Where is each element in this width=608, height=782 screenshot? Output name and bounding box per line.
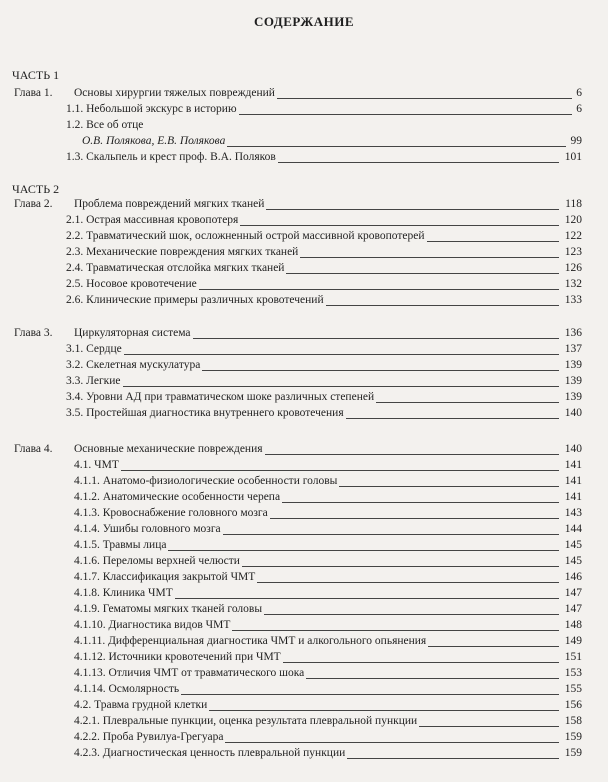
toc-entry [0, 745, 608, 761]
page-number: 139 [564, 359, 582, 371]
leader-line [326, 305, 559, 306]
toc-entry-title: 3.2. Скелетная мускулатура [66, 359, 201, 371]
toc-entry [0, 681, 608, 697]
leader-line [264, 614, 559, 615]
page-number: 120 [564, 214, 582, 226]
toc-entry-title: 2.3. Механические повреждения мягких тканей [66, 246, 299, 258]
page-number: 156 [564, 699, 582, 711]
toc-entry-title: 3.5. Простейшая диагностика внутреннего кровотечения [66, 407, 344, 419]
leader-line [306, 678, 559, 679]
toc-entry [0, 617, 608, 633]
leader-line [199, 289, 559, 290]
toc-entry-title: 4.1.7. Классификация закрытой ЧМТ [74, 571, 256, 583]
toc-entry [0, 713, 608, 729]
page-number: 153 [564, 667, 582, 679]
toc-entry [0, 117, 608, 133]
toc-entry [0, 521, 608, 537]
toc-entry-title: 4.1.8. Клиника ЧМТ [74, 587, 173, 599]
toc-entry-title: 1.3. Скальпель и крест проф. В.А. Поляков [66, 151, 276, 163]
page-number: 141 [564, 491, 582, 503]
toc-entry-title: 3.4. Уровни АД при травматическом шоке различных степеней [66, 391, 375, 403]
toc-entry-title: 4.1.13. Отличия ЧМТ от травматического шока [74, 667, 305, 679]
leader-line [225, 742, 559, 743]
toc-entry [0, 357, 608, 373]
leader-line [123, 386, 559, 387]
page-number: 126 [564, 262, 582, 274]
page-number: 123 [564, 246, 582, 258]
leader-line [227, 146, 566, 147]
toc-entry [0, 553, 608, 569]
toc-entry [0, 405, 608, 421]
leader-line [270, 518, 559, 519]
page-number: 137 [564, 343, 582, 355]
leader-line [347, 758, 559, 759]
page-number: 147 [564, 587, 582, 599]
toc-entry [0, 101, 608, 117]
chapter-label: Глава 3. [14, 327, 53, 339]
toc-entry [0, 228, 608, 244]
part-2-heading: ЧАСТЬ 2 [12, 182, 60, 196]
toc-entry-title: 4.1.9. Гематомы мягких тканей головы [74, 603, 263, 615]
toc-entry [0, 212, 608, 228]
toc-entry-title: 4.1.1. Анатомо-физиологические особенности головы [74, 475, 338, 487]
leader-line [346, 418, 559, 419]
toc-entry-title: Проблема повреждений мягких тканей [74, 198, 265, 210]
leader-line [168, 550, 559, 551]
toc-entry-title: Основные механические повреждения [74, 443, 263, 455]
page-number: 139 [564, 375, 582, 387]
toc-entry-title: О.В. Полякова, Е.В. Полякова [82, 135, 226, 147]
toc-entry-title: 4.1.14. Осмолярность [74, 683, 180, 695]
page-number: 151 [564, 651, 582, 663]
toc-entry-title: 2.2. Травматический шок, осложненный острой массивной кровопотерей [66, 230, 425, 242]
toc-entry-title: 2.5. Носовое кровотечение [66, 278, 197, 290]
page-number: 143 [564, 507, 582, 519]
leader-line [124, 354, 559, 355]
toc-entry-title: 2.6. Клинические примеры различных кровотечений [66, 294, 324, 306]
leader-line [239, 114, 572, 115]
leader-line [278, 162, 559, 163]
toc-entry [0, 633, 608, 649]
leader-line [282, 502, 559, 503]
toc-entry-title: 4.2. Травма грудной клетки [74, 699, 208, 711]
toc-entry [0, 292, 608, 308]
toc-entry [0, 85, 608, 101]
page-number: 140 [564, 407, 582, 419]
chapter-label: Глава 1. [14, 87, 53, 99]
page-number: 159 [564, 731, 582, 743]
toc-entry-title: 4.2.3. Диагностическая ценность плевральной пункции [74, 747, 346, 759]
page-number: 147 [564, 603, 582, 615]
toc-entry [0, 505, 608, 521]
toc-entry-title: 4.1.6. Переломы верхней челюсти [74, 555, 240, 567]
page-number: 140 [564, 443, 582, 455]
page-number: 148 [564, 619, 582, 631]
toc-entry [0, 325, 608, 341]
toc-entry [0, 389, 608, 405]
page-number: 155 [564, 683, 582, 695]
leader-line [209, 710, 559, 711]
toc-entry-title: 2.4. Травматическая отслойка мягких тканей [66, 262, 285, 274]
leader-line [193, 338, 559, 339]
leader-line [265, 454, 559, 455]
toc-entry-title: 3.1. Сердце [66, 343, 122, 355]
toc-entry-title: 4.2.2. Проба Рувилуа-Грегуара [74, 731, 224, 743]
toc-entry-title: Основы хирургии тяжелых повреждений [74, 87, 275, 99]
leader-line [277, 98, 572, 99]
page-number: 101 [564, 151, 582, 163]
page-number: 6 [576, 103, 582, 115]
page-number: 158 [564, 715, 582, 727]
toc-entry [0, 585, 608, 601]
page-number: 133 [564, 294, 582, 306]
leader-line [202, 370, 559, 371]
leader-line [257, 582, 559, 583]
toc-entry [0, 649, 608, 665]
page-number: 136 [564, 327, 582, 339]
page-number: 122 [564, 230, 582, 242]
leader-line [242, 566, 559, 567]
page-number: 149 [564, 635, 582, 647]
page-number: 145 [564, 555, 582, 567]
leader-line [376, 402, 559, 403]
leader-line [286, 273, 559, 274]
page-number: 141 [564, 459, 582, 471]
part-1-heading: ЧАСТЬ 1 [12, 68, 60, 82]
leader-line [419, 726, 559, 727]
toc-entry-title: 2.1. Острая массивная кровопотеря [66, 214, 239, 226]
leader-line [175, 598, 559, 599]
toc-entry-title: 3.3. Легкие [66, 375, 121, 387]
toc-entry [0, 196, 608, 212]
toc-entry-title: 4.2.1. Плевральные пункции, оценка результата плевральной пункции [74, 715, 418, 727]
page-number: 132 [564, 278, 582, 290]
leader-line [339, 486, 559, 487]
toc-entry-title: Циркуляторная система [74, 327, 191, 339]
toc-entry [0, 473, 608, 489]
toc-entry [0, 373, 608, 389]
toc-entry [0, 489, 608, 505]
leader-line [428, 646, 559, 647]
toc-entry-title: 4.1.5. Травмы лица [74, 539, 167, 551]
page-number: 145 [564, 539, 582, 551]
toc-entry-title: 4.1.4. Ушибы головного мозга [74, 523, 221, 535]
leader-line [181, 694, 559, 695]
page-number: 139 [564, 391, 582, 403]
toc-entry [0, 244, 608, 260]
leader-line [121, 470, 559, 471]
leader-line [232, 630, 559, 631]
toc-entry-title: 4.1.10. Диагностика видов ЧМТ [74, 619, 231, 631]
page-number: 99 [570, 135, 582, 147]
toc-entry [0, 260, 608, 276]
page-number: 141 [564, 475, 582, 487]
toc-entry-title: 4.1.2. Анатомические особенности черепа [74, 491, 281, 503]
leader-line [427, 241, 559, 242]
toc-entry [0, 276, 608, 292]
page-number: 144 [564, 523, 582, 535]
leader-line [223, 534, 559, 535]
toc-entry [0, 537, 608, 553]
toc-entry [0, 441, 608, 457]
leader-line [240, 225, 559, 226]
toc-entry-title: 4.1. ЧМТ [74, 459, 119, 471]
page-number: 6 [576, 87, 582, 99]
page-number: 146 [564, 571, 582, 583]
toc-entry [0, 601, 608, 617]
page-number: 118 [565, 198, 582, 210]
leader-line [300, 257, 559, 258]
leader-line [283, 662, 559, 663]
leader-line [266, 209, 559, 210]
chapter-label: Глава 2. [14, 198, 53, 210]
toc-entry [0, 697, 608, 713]
toc-entry-title: 1.1. Небольшой экскурс в историю [66, 103, 237, 115]
toc-entry [0, 569, 608, 585]
toc-entry [0, 133, 608, 149]
toc-entry [0, 457, 608, 473]
toc-entry-title: 4.1.3. Кровоснабжение головного мозга [74, 507, 268, 519]
toc-entry [0, 341, 608, 357]
toc-entry [0, 665, 608, 681]
toc-entry-title: 4.1.11. Дифференциальная диагностика ЧМТ и алкогольного опьянения [74, 635, 427, 647]
chapter-label: Глава 4. [14, 443, 53, 455]
toc-entry [0, 729, 608, 745]
page-title: СОДЕРЖАНИЕ [253, 14, 355, 29]
toc-entry-title: 1.2. Все об отце [66, 119, 144, 131]
toc-entry [0, 149, 608, 165]
toc-entry-title: 4.1.12. Источники кровотечений при ЧМТ [74, 651, 281, 663]
page-number: 159 [564, 747, 582, 759]
